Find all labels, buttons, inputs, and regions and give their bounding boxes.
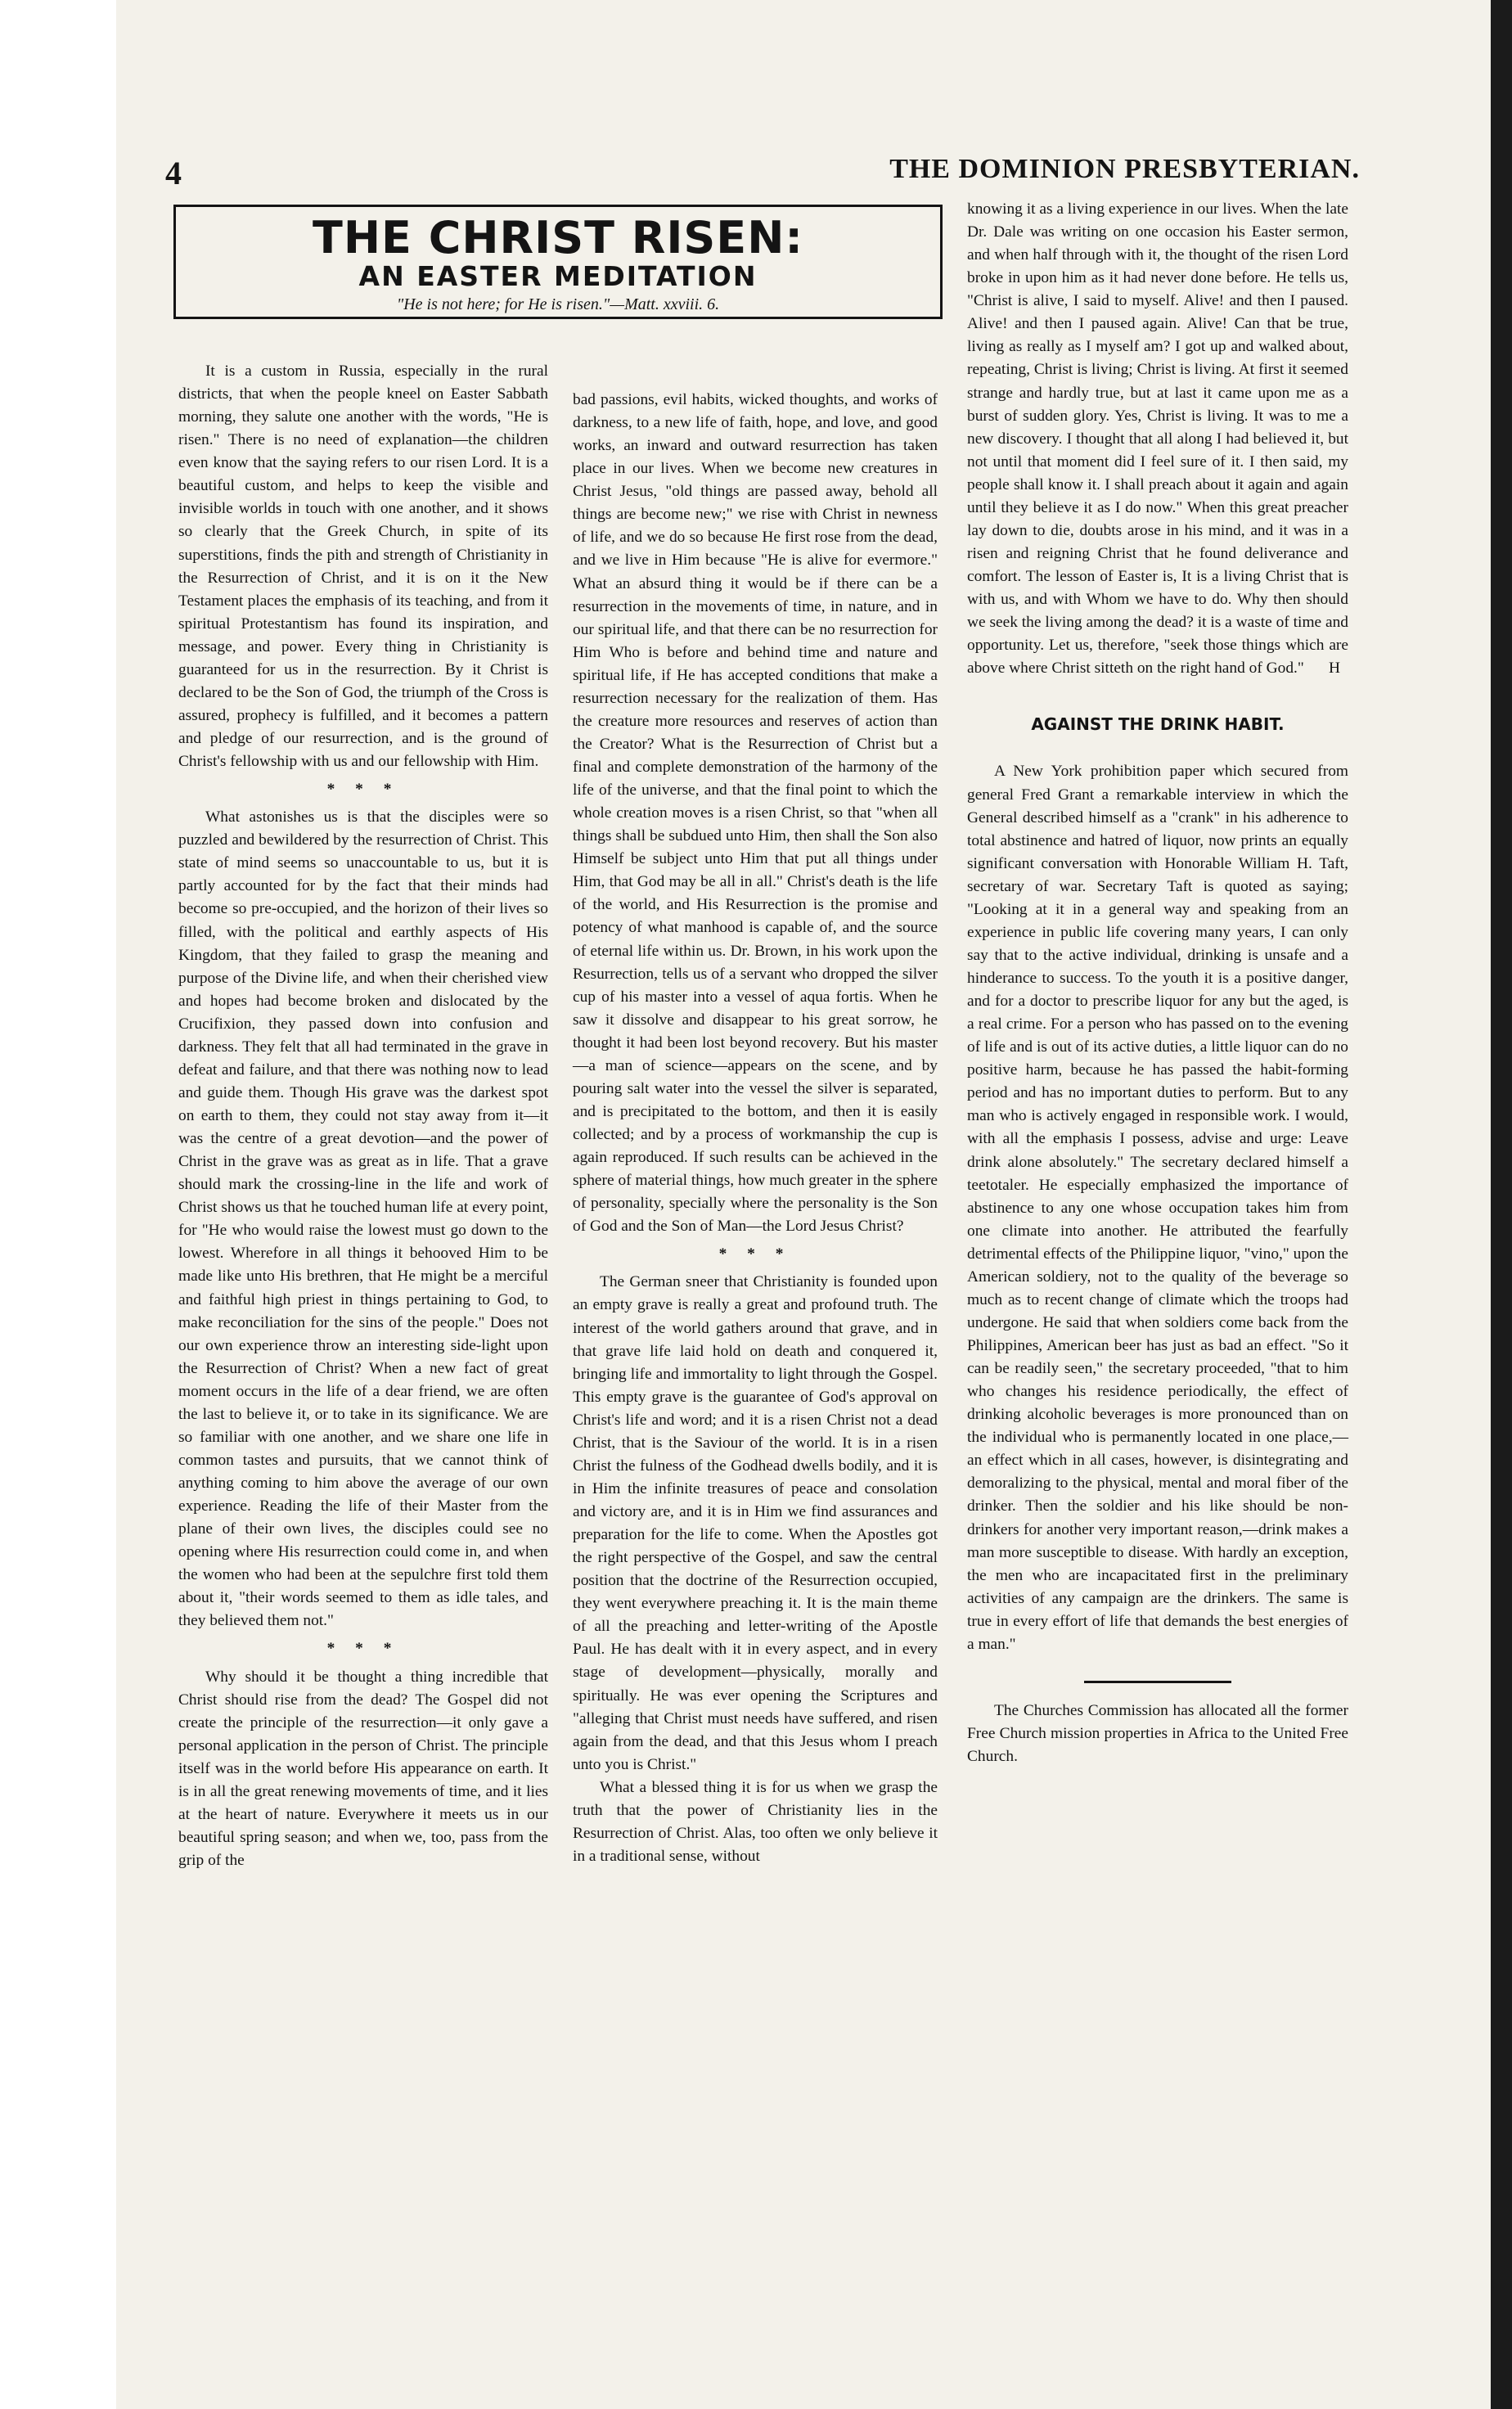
column-1	[178, 360, 548, 1872]
paragraph: What astonishes us is that the disciples were so puzzled and bewildered by the resurrection of Christ. This state of mind seems so unaccountable to us, but it is partly accounted for by the fact that their minds had become so pre-occupied, and the horizon of their lives so filled, with the political and earthly aspects of His Kingdom, that they failed to grasp the meaning and purpose of the Divine life, and when their cherished view and hopes had become broken and dislocated by the Crucifixion, they passed down into confusion and darkness. They felt that all had terminated in the grave in defeat and failure, and that there was nothing now to lead and guide them. Though His grave was the darkest spot on earth to them, they could not stay away from it—it was the centre of a great devotion—and the power of Christ in the grave was as great as in life. That a grave should mark the crossing-line in the life and work of Christ shows us that he touched human life at every point, for "He who would raise the lowest must go down to the lowest. Wherefore in all things it behooved Him to be made like unto His brethren, that He might be a merciful and faithful high priest in things pertaining to God, to make reconciliation for the sins of the people." Does not our own experience throw an interesting side-light upon the Resurrection of Christ? When a new fact of great moment occurs in the life of a dear friend, we are often the last to believe it, or to take in its significance. We are so familiar with one another, and we share one life in common tastes and pursuits, that we cannot think of anything coming to him above the average of our own experience. Reading the life of their Master from the plane of their own lives, the disciples could see no opening where His resurrection could come in, and when the women who had been at the sepulchre first told them about it, "their words seemed to them as idle tales, and they believed them not."	[178, 808, 548, 1630]
divider	[1084, 1681, 1231, 1683]
page-header	[165, 154, 1360, 191]
scan-edge-bar	[1491, 0, 1512, 2409]
paragraph: The German sneer that Christianity is founded upon an empty grave is really a great and profound truth. The interest of the world gathers around that grave, and in that grave life laid hold on death and conquered it, bringing life and immortality to light through the Gospel. This empty grave is the guarantee of God's approval on Christ's life and word; and it is a risen Christ not a dead Christ, that is the Saviour of the world. It is in a risen Christ the fulness of the Godhead dwells bodily, and it is in Him the infinite treasures of peace and consolation and victory are, and it is in Him we find assurances and preparation for the life to come. When the Apostles got the right perspective of the Gospel, and saw the central position that the doctrine of the Resurrection occupied, they went everywhere preaching it. It is the main theme of all the preaching and letter-writing of the Apostle Paul. He has dealt with it in every aspect, and in every stage of development—physically, morally and spiritually. He was ever opening the Scriptures and "alleging that Christ must needs have suffered, and risen again from the dead, and that this Jesus whom I preach unto you is Christ."	[573, 1273, 938, 1773]
paragraph: Why should it be thought a thing incredible that Christ should rise from the dead? The Gospel did not create the principle of the resurrection—it only gave a personal application in the person of Christ. The principle itself was in the world before His appearance on earth. It is in all the great renewing movements of time, and it lies at the heart of nature. Everywhere it meets us in our beautiful spring season; and when we, too, pass from the grip of the	[178, 1668, 548, 1869]
paragraph: The Churches Commission has allocated all the former Free Church mission properties in Africa to the United Free Church.	[967, 1701, 1348, 1765]
section-separator: * * *	[326, 1640, 400, 1658]
article-title: THE CHRIST RISEN:	[313, 212, 803, 263]
article-subtitle: AN EASTER MEDITATION	[358, 260, 758, 292]
paragraph: What a blessed thing it is for us when we grasp the truth that the power of Christianity lies in the Resurrection of Christ. Alas, too often we only believe it in a traditional sense, without	[573, 1778, 938, 1865]
section-separator: * * *	[326, 781, 400, 799]
author-signature: H	[1328, 660, 1340, 678]
running-title: THE DOMINION PRESBYTERIAN.	[889, 154, 1360, 184]
column-2	[573, 389, 938, 1868]
section-heading: AGAINST THE DRINK HABIT.	[1031, 714, 1285, 735]
article-title-box	[173, 205, 943, 319]
paragraph: A New York prohibition paper which secured from general Fred Grant a remarkable interview in which the General described himself as a "crank" in his adherence to total abstinence and hatred of liquor, now prints an equally significant conversation with Honorable William H. Taft, secretary of war. Secretary Taft is quoted as saying; "Looking at it in a general way and speaking from an experience in public life covering many years, I can only say that to the active individual, drinking is unsafe and a hinderance to success. To the youth it is a positive danger, and for a doctor to prescribe liquor for any but the aged, is a real crime. For a person who has passed on to the evening of life and is out of its active duties, a little liquor can do no positive harm, because he has passed the habit-forming period and has no important duties to perform. But to any man who is actively engaged in responsible work. I would, with all the emphasis I possess, advise and urge: Leave drink alone absolutely." The secretary declared himself a teetotaler. He especially emphasized the importance of abstinence to any one whose occupation takes him from one climate into another. He attributed the fearfully detrimental effects of the Philippine liquor, "vino," upon the American soldiery, not to the quality of the beverage so much as to recent change of climate which the troops had undergone. He said that when soldiers come back from the Philippines, American beer has just as bad an effect. "So it can be readily seen," the secretary proceeded, "that to him who changes his residence periodically, the effect of drinking alcoholic beverages is more pronounced than on the individual who is permanently located in one place,—an effect which in all cases, however, is disintegrating and demoralizing to the physical, mental and moral fiber of the drinker. Then the soldier and his like should be non-drinkers for another very important reason,—drink makes a man more susceptible to disease. With hardly an exception, the men who are incapacitated first in the preliminary activities of any campaign are the drinkers. The same is true in every effort of life that demands the best energies of a man."	[967, 763, 1348, 1653]
section-separator: * * *	[718, 1245, 792, 1263]
column-3	[967, 198, 1348, 1768]
page-number: 4	[165, 155, 182, 191]
paragraph: It is a custom in Russia, especially in the rural districts, that when the people kneel on Easter Sabbath morning, they salute one another with the words, "He is risen." There is no need of explanation—the children even know that the saying refers to our risen Lord. It is a beautiful custom, and helps to keep the visible and invisible worlds in touch with one another, and it shows so clearly that the Greek Church, in spite of its superstitions, finds the pith and strength of Christianity in the Resurrection of Christ, and it is on it the New Testament places the emphasis of its teaching, and from it spiritual Protestantism has found its inspiration, and message, and power. Every thing in Christianity is guaranteed for us in the resurrection. By it Christ is declared to be the Son of God, the triumph of the Cross is assured, prophecy is fulfilled, and it becomes a pattern and pledge of our resurrection, and is the ground of Christ's fellowship with us and our fellowship with Him.	[178, 362, 548, 771]
article-epigraph: "He is not here; for He is risen."—Matt. xxviii. 6.	[396, 295, 720, 313]
paragraph: knowing it as a living experience in our lives. When the late Dr. Dale was writing on one occasion his Easter sermon, and when half through with it, the thought of the risen Lord broke in upon him as it had never done before. He tells us, "Christ is alive, I said to myself. Alive! and then I paused. Alive! and then I paused again. Alive! Can that be true, living as really as I myself am? I got up and walked about, repeating, Christ is living; Christ is living. At first it seemed strange and hardly true, but at last it came upon me as a burst of sudden glory. Yes, Christ is living. It was to me a new discovery. I thought that all along I had believed it, but not until that moment did I feel sure of it. I then said, my people shall know it. I shall preach about it again and again until they believe it as I do now." When this great preacher lay down to die, doubts arose in his mind, and it was in a risen and reigning Christ that he found deliverance and comfort. The lesson of Easter is, It is a living Christ that is with us, and with Whom we have to do. Why then should we seek the living among the dead? it is a waste of time and opportunity. Let us, therefore, "seek those things which are above where Christ sitteth on the right hand of God."	[967, 200, 1348, 678]
paragraph: bad passions, evil habits, wicked thoughts, and works of darkness, to a new life of faith, hope, and love, and good works, an inward and outward resurrection has taken place in our lives. When we become new creatures in Christ Jesus, "old things are passed away, behold all things are become new;" we rise with Christ in newness of life, and we do so because He first rose from the dead, and we live in Him because "He is alive for evermore." What an absurd thing it would be if there can be a resurrection in the movements of time, in nature, and in our spiritual life, and that there can be no resurrection for Him Who is before and behind time and nature and spiritual life, if He has accepted conditions that make a resurrection necessary for the realization of them. Has the creature more resources and reserves of action than the Creator? What is the Resurrection of Christ but a final and complete demonstration of the harmony of the life of the universe, and that the final point to which the whole creation moves is a risen Christ, so that "when all things shall be subdued unto Him, then shall the Son also Himself be subject unto Him that put all things under Him, that God may be all in all." Christ's death is the life of the world, and His Resurrection is the promise and potency of what manhood is capable of, and the source of eternal life within us. Dr. Brown, in his work upon the Resurrection, tells us of a servant who dropped the silver cup of his master into a vessel of aqua fortis. When he saw it dissolve and disappear to his great sorrow, he thought it had been lost beyond recovery. But his master—a man of science—appears on the scene, and by pouring salt water into the vessel the silver is separated, and is precipitated to the bottom, and then it is easily collected; and by a process of workmanship the cup is again reproduced. If such results can be achieved in the sphere of material things, how much greater in the sphere of personality, specially where the personality is the Son of God and the Son of Man—the Lord Jesus Christ?	[573, 391, 938, 1236]
